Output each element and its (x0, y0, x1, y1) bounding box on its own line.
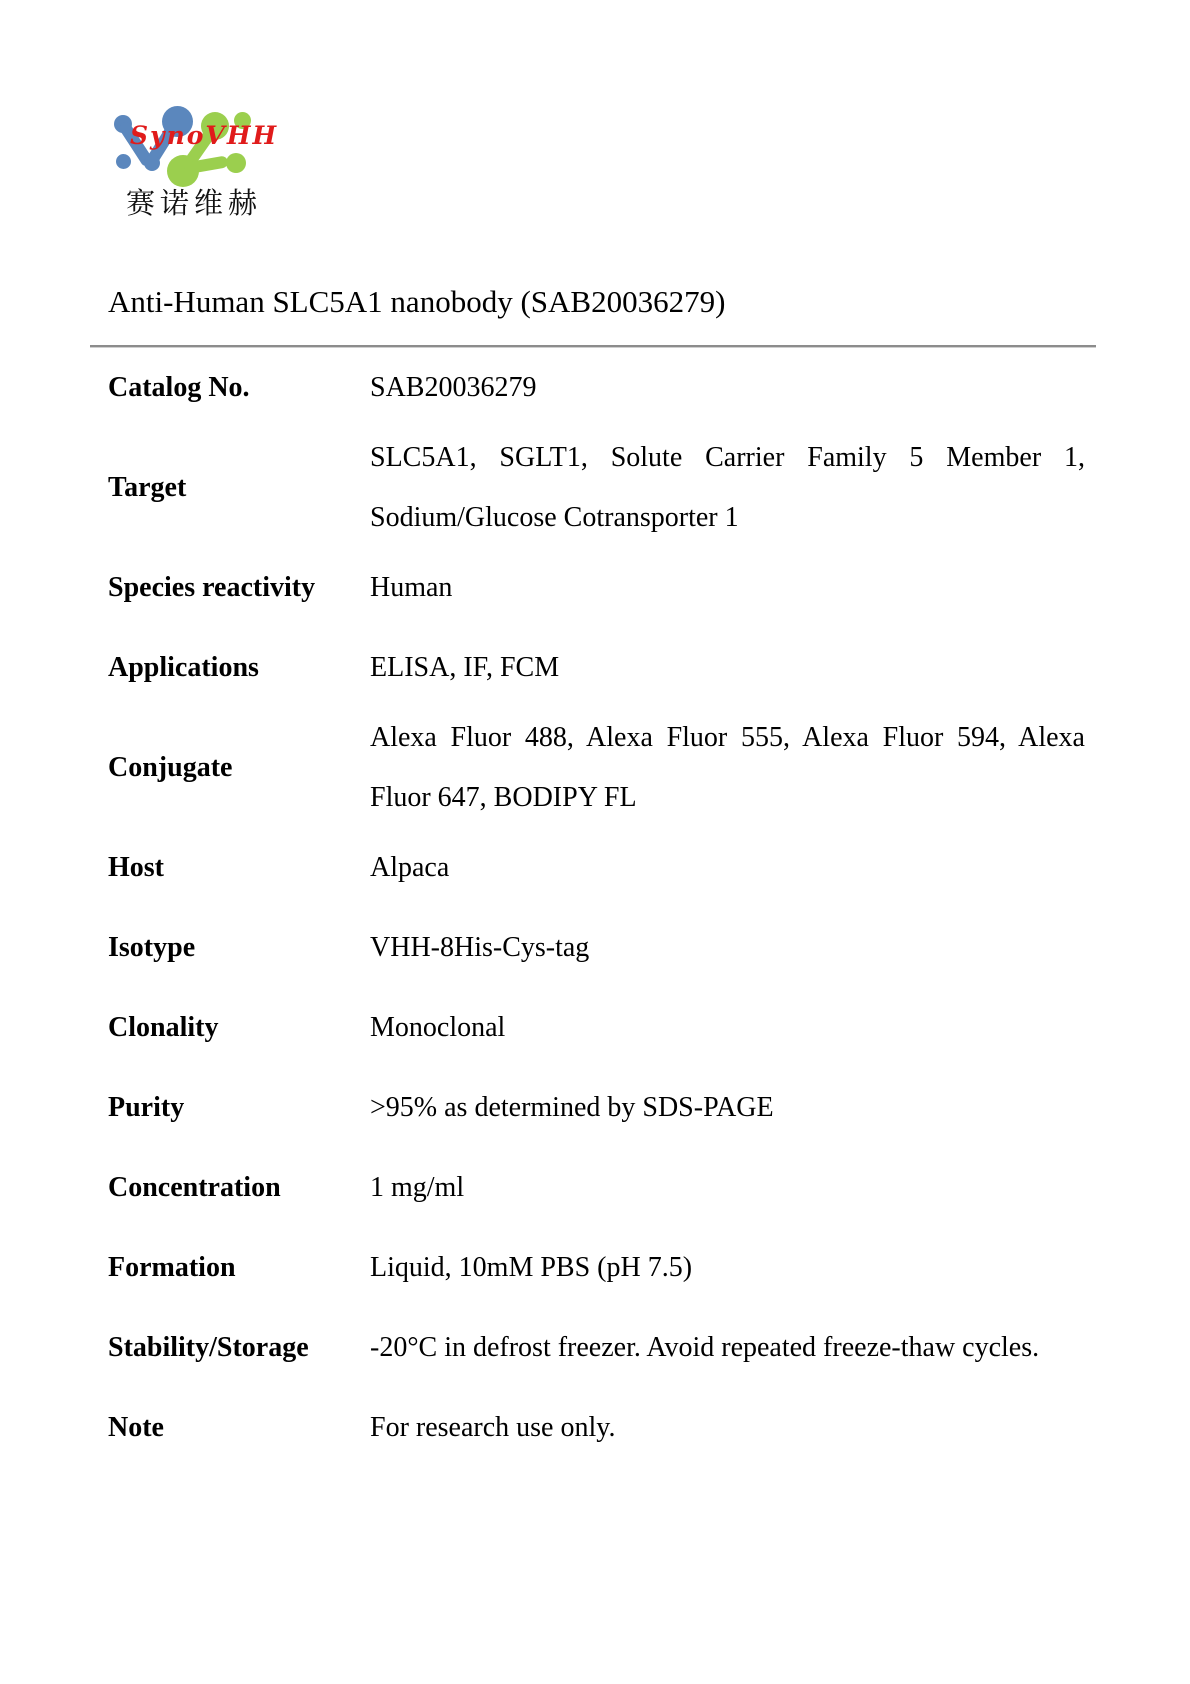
logo-blob-blue-dot (116, 154, 131, 169)
row-value-line: Fluor 647, BODIPY FL (370, 782, 637, 813)
row-value (370, 708, 1085, 828)
row-value (370, 428, 1085, 548)
row-label: Stability/Storage (108, 1332, 309, 1363)
row-label: Host (108, 852, 164, 883)
table-row-target (108, 428, 1085, 548)
row-label: Note (108, 1412, 164, 1443)
row-value: >95% as determined by SDS-PAGE (370, 1092, 774, 1123)
table-row-host (108, 828, 1085, 908)
row-value: -20°C in defrost freezer. Avoid repeated freeze-thaw cycles. (370, 1332, 1040, 1363)
row-label: Formation (108, 1252, 236, 1283)
brand-chinese-text: 赛诺维赫 (126, 188, 263, 220)
row-label: Purity (108, 1092, 185, 1123)
row-value: VHH-8His-Cys-tag (370, 932, 590, 963)
table-row-applications (108, 628, 1085, 708)
row-value: Monoclonal (370, 1012, 506, 1043)
row-value: Alpaca (370, 852, 450, 883)
row-value: ELISA, IF, FCM (370, 652, 560, 683)
row-label: Concentration (108, 1172, 281, 1203)
table-row-catalog (108, 348, 1085, 428)
logo-blob-blue-vertex (144, 155, 160, 171)
row-label: Conjugate (108, 752, 233, 783)
row-value: For research use only. (370, 1412, 616, 1443)
row-label: Clonality (108, 1012, 219, 1043)
logo-blob-green-right-dot (226, 153, 246, 173)
table-row-formation (108, 1228, 1085, 1308)
row-label: Species reactivity (108, 572, 316, 603)
row-label: Applications (108, 652, 259, 683)
brand-script-text: SynoVHH (130, 121, 279, 150)
row-value: 1 mg/ml (370, 1172, 465, 1203)
table-row-clonality (108, 988, 1085, 1068)
page-title: Anti-Human SLC5A1 nanobody (SAB20036279) (108, 283, 726, 319)
table-row-species (108, 548, 1085, 628)
row-value: Liquid, 10mM PBS (pH 7.5) (370, 1252, 693, 1283)
row-label: Isotype (108, 932, 196, 963)
row-value-line: SLC5A1, SGLT1, Solute Carrier Family 5 Member 1, (370, 442, 1085, 473)
spec-table (108, 348, 1085, 1468)
row-label: Target (108, 472, 187, 503)
table-row-conjugate (108, 708, 1085, 828)
row-value: SAB20036279 (370, 372, 537, 403)
table-row-stability-storage (108, 1308, 1085, 1388)
company-logo (100, 95, 279, 230)
row-value-line: Sodium/Glucose Cotransporter 1 (370, 502, 739, 533)
row-value-line: Alexa Fluor 488, Alexa Fluor 555, Alexa Fluor 594, Alexa (370, 722, 1085, 753)
table-row-purity (108, 1068, 1085, 1148)
row-value: Human (370, 572, 453, 603)
table-row-concentration (108, 1148, 1085, 1228)
row-label: Catalog No. (108, 372, 250, 403)
table-row-isotype (108, 908, 1085, 988)
table-row-note (108, 1388, 1085, 1468)
